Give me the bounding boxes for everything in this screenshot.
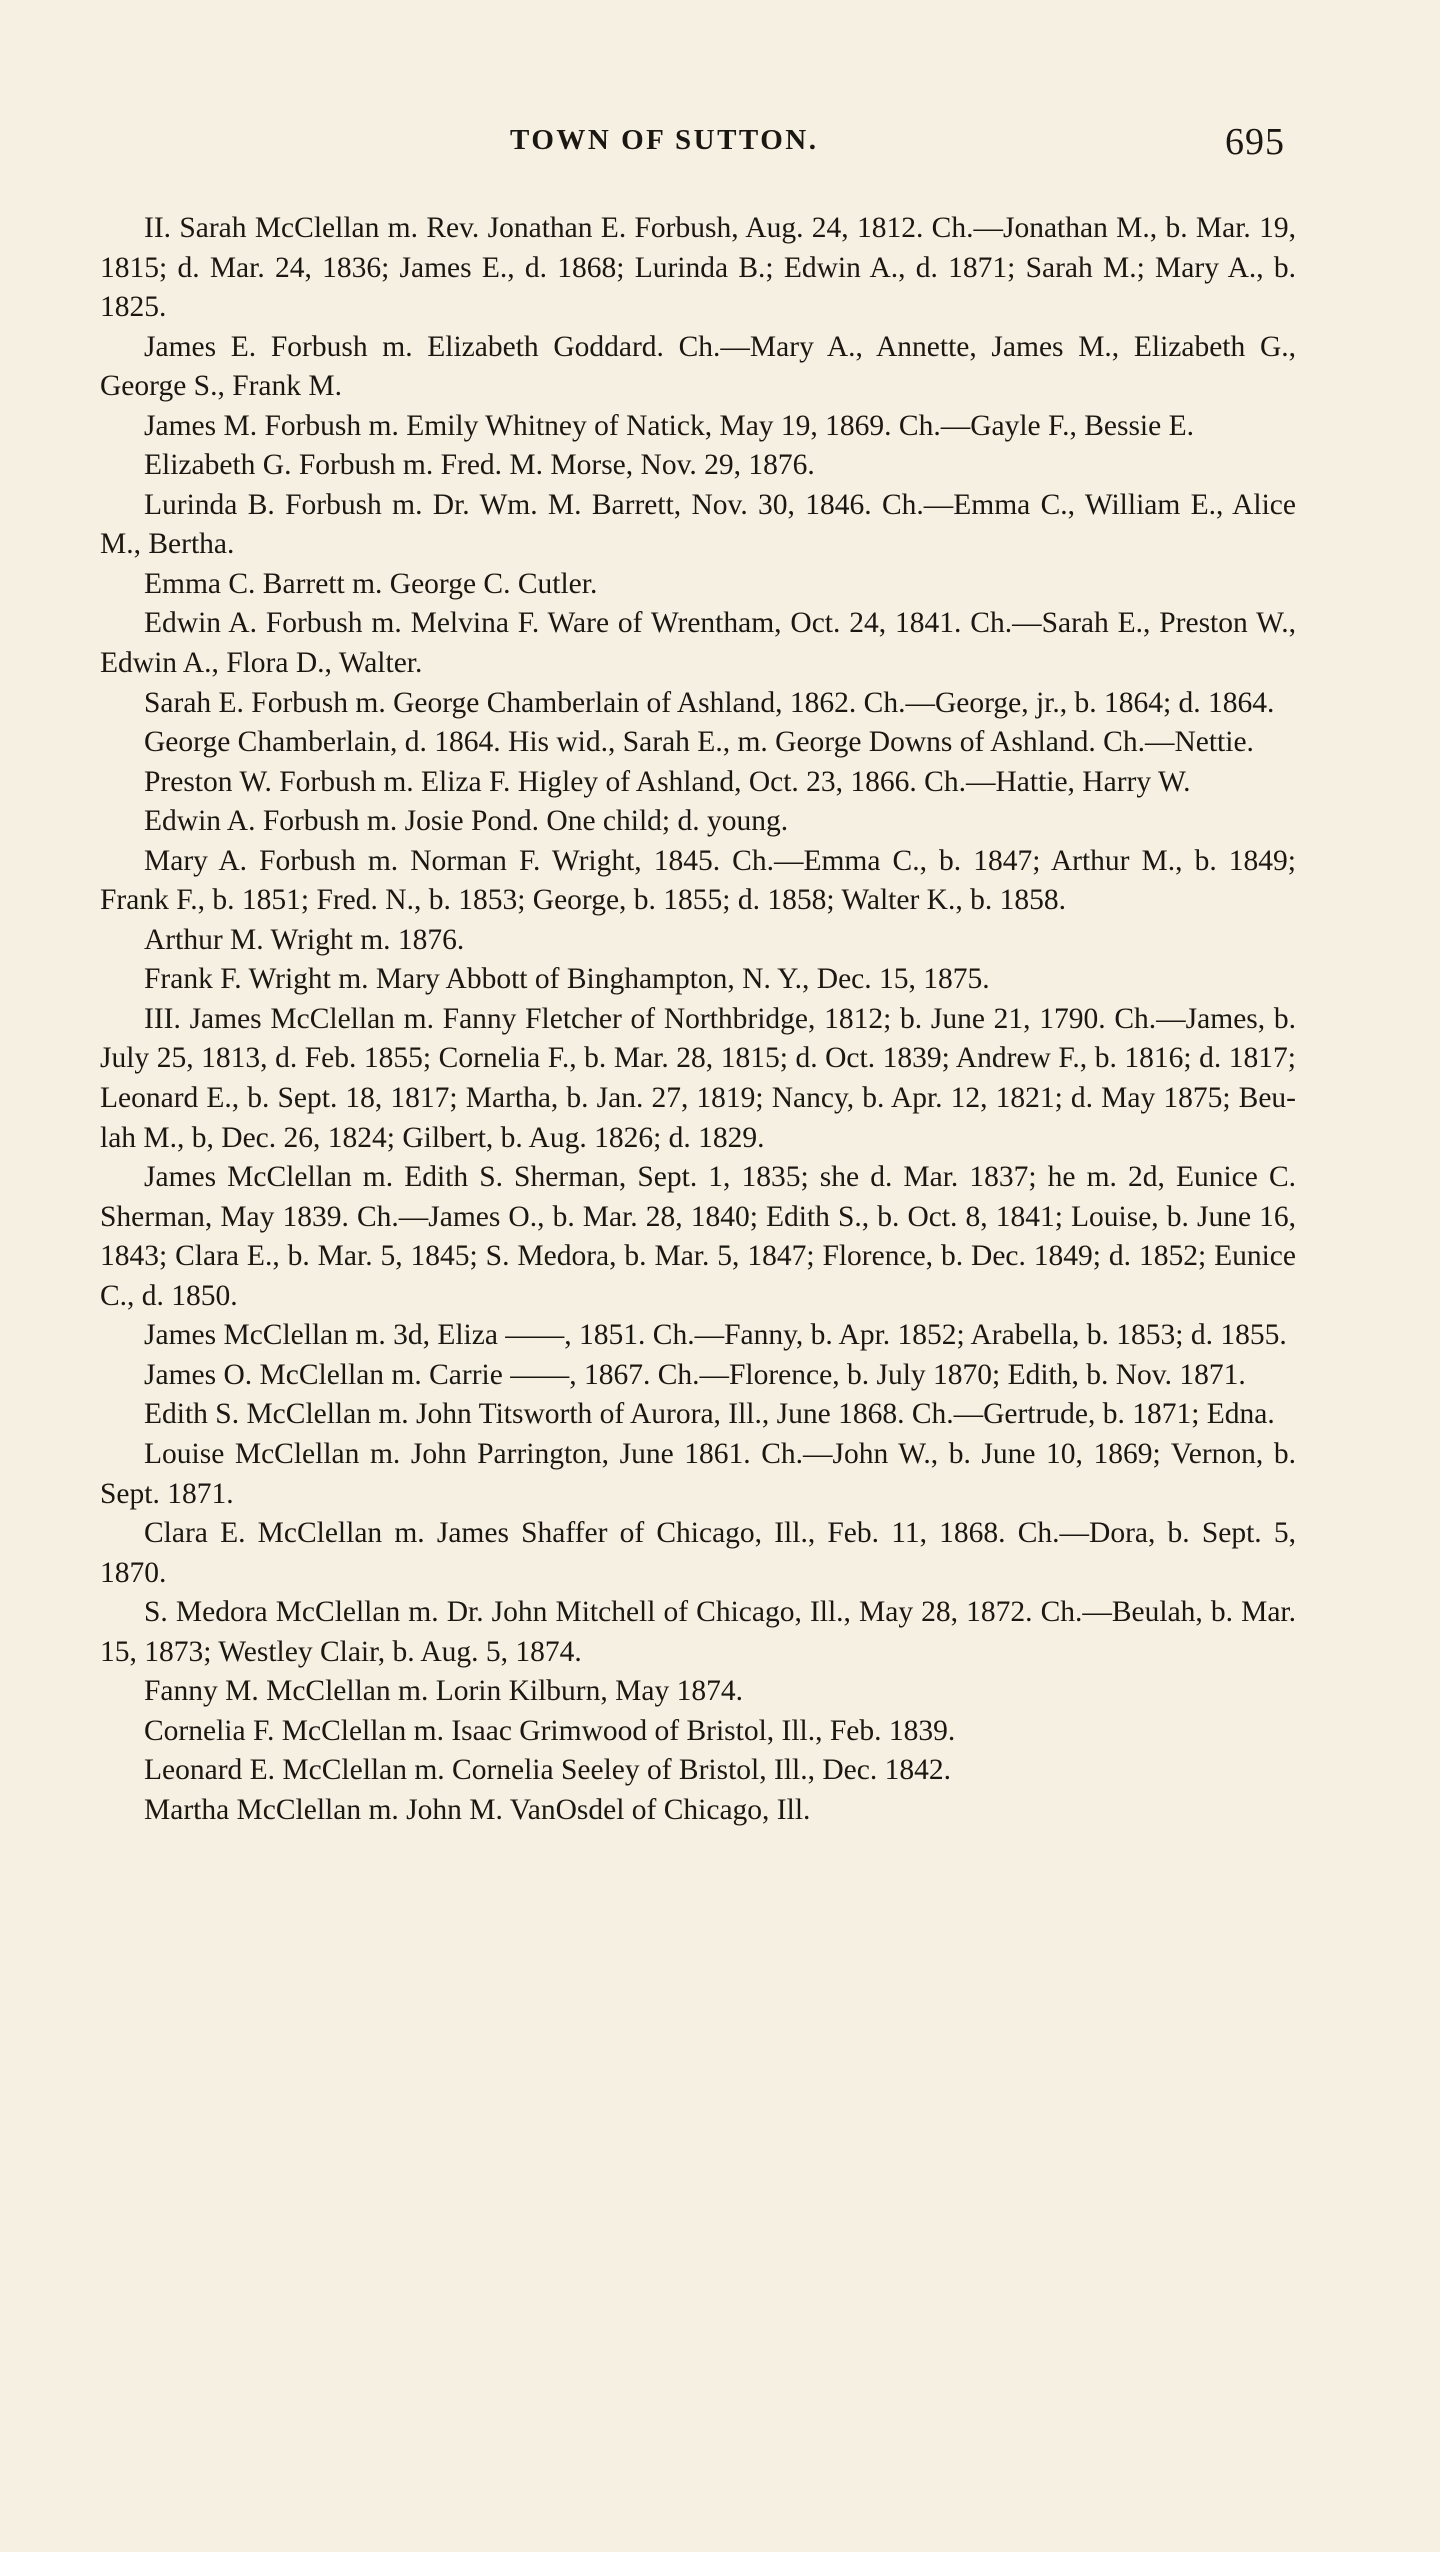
entry-fanny-m-mcclellan: Fanny M. McClellan m. Lorin Kilburn, May 1874. (144, 1675, 743, 1708)
running-title: TOWN OF SUTTON. (510, 124, 819, 156)
entry-clara-e-mcclellan: Clara E. McClellan m. James Shaffer of Chicago, Ill., Feb. 11, 1868. Ch.—Dora, b. Sept. 5, 1870. (100, 1517, 1296, 1589)
entry-emma-c-barrett: Emma C. Barrett m. George C. Cutler. (144, 567, 598, 600)
genealogy-text (100, 209, 1296, 1830)
entry-sarah-e-forbush: Sarah E. Forbush m. George Chamberlain of Ashland, 1862. Ch.—George, jr., b. 1864; d. 1864. (144, 686, 1275, 719)
entry-george-chamberlain: George Chamberlain, d. 1864. His wid., Sarah E., m. George Downs of Ashland. Ch.—Nettie. (144, 726, 1254, 759)
entry-arthur-m-wright: Arthur M. Wright m. 1876. (144, 923, 465, 956)
entry-james-e-forbush: James E. Forbush m. Elizabeth Goddard. Ch.—Mary A., Annette, James M., Elizabeth G., George S., Frank M. (100, 330, 1296, 403)
entry-leonard-e-mcclellan: Leonard E. McClellan m. Cornelia Seeley of Bristol, Ill., Dec. 1842. (144, 1754, 951, 1787)
entry-edith-s-mcclellan: Edith S. McClellan m. John Titsworth of Aurora, Ill., June 1868. Ch.—Gertrude, b. 1871; Edna. (144, 1398, 1275, 1431)
entry-edwin-a-forbush-jr: Edwin A. Forbush m. Josie Pond. One child; d. young. (144, 805, 789, 838)
entry-james-mcclellan: III. James McClellan m. Fanny Fletcher of Northbridge, 1812; b. June 21, 1790. Ch.—James, b. July 25, 1813, d. Feb. 1855; Cornelia F., b. Mar. 28, 1815; d. Oct. 1839; Andrew F., b. 1816; d. 1817; Leonard E., b. Sept. 18, 1817; Martha, b. Jan. 27, 1819; Nancy, b. Apr. 12, 1821; d. May 1875; Beulah M., b, Dec. 26, 1824; Gilbert, b. Aug. 1826; d. 1829. (100, 1002, 1296, 1154)
entry-james-mcclellan-second: James McClellan m. Edith S. Sherman, Sept. 1, 1835; she d. Mar. 1837; he m. 2d, Eunice C. Sherman, May 1839. Ch.—James O., b. Mar. 28, 1840; Edith S., b. Oct. 8, 1841; Louise, b. June 16, 1843; Clara E., b. Mar. 5, 1845; S. Medora, b. Mar. 5, 1847; Florence, b. Dec. 1849; d. 1852; Eunice C., d. 1850. (100, 1161, 1296, 1312)
entry-preston-w-forbush: Preston W. Forbush m. Eliza F. Higley of Ashland, Oct. 23, 1866. Ch.—Hattie, Harry W. (144, 765, 1191, 798)
entry-edwin-a-forbush: Edwin A. Forbush m. Melvina F. Ware of Wrentham, Oct. 24, 1841. Ch.—Sarah E., Preston W., Edwin A., Flora D., Walter. (100, 607, 1296, 680)
entry-james-mcclellan-third: James McClellan m. 3d, Eliza ——, 1851. Ch.—Fanny, b. Apr. 1852; Arabella, b. 1853; d. 1855. (144, 1319, 1287, 1352)
entry-frank-f-wright: Frank F. Wright m. Mary Abbott of Binghampton, N. Y., Dec. 15, 1875. (144, 963, 990, 996)
entry-james-m-forbush: James M. Forbush m. Emily Whitney of Natick, May 19, 1869. Ch.—Gayle F., Bessie E. (144, 409, 1194, 442)
entry-mary-a-forbush: Mary A. Forbush m. Norman F. Wright, 1845. Ch.—Emma C., b. 1847; Arthur M., b. 1849; Frank F., b. 1851; Fred. N., b. 1853; George, b. 1855; d. 1858; Walter K., b. 1858. (100, 844, 1296, 917)
entry-lurinda-b-forbush: Lurinda B. Forbush m. Dr. Wm. M. Barrett, Nov. 30, 1846. Ch.—Emma C., William E., Alice M., Bertha. (100, 488, 1296, 561)
entry-cornelia-f-mcclellan: Cornelia F. McClellan m. Isaac Grimwood of Bristol, Ill., Feb. 1839. (144, 1714, 956, 1747)
entry-james-o-mcclellan: James O. McClellan m. Carrie ——, 1867. Ch.—Florence, b. July 1870; Edith, b. Nov. 1871. (144, 1358, 1246, 1391)
entry-s-medora-mcclellan: S. Medora McClellan m. Dr. John Mitchell of Chicago, Ill., May 28, 1872. Ch.—Beulah, b. Mar. 15, 1873; Westley Clair, b. Aug. 5, 1874. (100, 1596, 1296, 1668)
entry-elizabeth-g-forbush: Elizabeth G. Forbush m. Fred. M. Morse, Nov. 29, 1876. (144, 449, 815, 482)
entry-louise-mcclellan: Louise McClellan m. John Parrington, June 1861. Ch.—John W., b. June 10, 1869; Vernon, b. Sept. 1871. (100, 1437, 1296, 1510)
page-header (100, 120, 1285, 170)
page-number: 695 (1225, 121, 1285, 163)
entry-sarah-mcclellan: II. Sarah McClellan m. Rev. Jonathan E. Forbush, Aug. 24, 1812. Ch.—Jonathan M., b. Mar. 19, 1815; d. Mar. 24, 1836; James E., d. 1868; Lurinda B.; Edwin A., d. 1871; Sarah M.; Mary A., b. 1825. (100, 212, 1296, 324)
entry-martha-mcclellan: Martha McClellan m. John M. VanOsdel of Chicago, Ill. (144, 1793, 811, 1826)
